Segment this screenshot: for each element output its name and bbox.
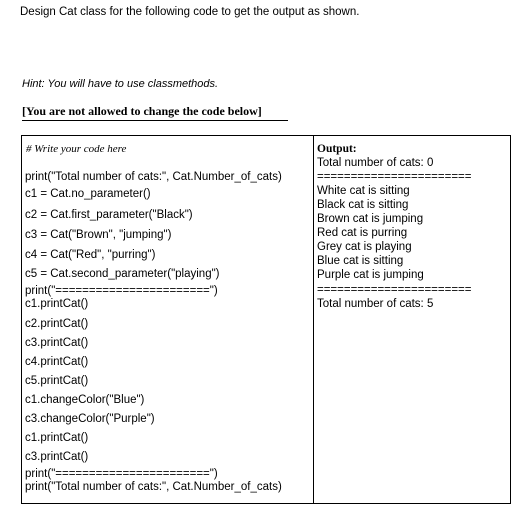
code-line: c1.changeColor("Blue")	[25, 394, 145, 406]
output-header: Output:	[317, 143, 357, 155]
output-line: Black cat is sitting	[317, 199, 409, 211]
code-line: c5.printCat()	[25, 375, 89, 387]
code-line: c3 = Cat("Brown", "jumping")	[25, 229, 172, 241]
code-line: print("Total number of cats:", Cat.Number_of_cats)	[25, 171, 282, 183]
output-line: Total number of cats: 0	[317, 157, 434, 169]
output-line: Purple cat is jumping	[317, 269, 424, 281]
code-column	[22, 136, 313, 503]
code-line: c4.printCat()	[25, 356, 89, 368]
code-line: c3.changeColor("Purple")	[25, 413, 155, 425]
code-line: c2.printCat()	[25, 318, 89, 330]
code-line: print("=======================")	[25, 468, 218, 480]
notice-underline	[22, 120, 288, 121]
code-line: c2 = Cat.first_parameter("Black")	[25, 209, 193, 221]
code-line: print("Total number of cats:", Cat.Number_of_cats)	[25, 481, 282, 493]
code-table	[21, 135, 511, 504]
output-line: =======================	[317, 171, 472, 183]
output-line: Total number of cats: 5	[317, 298, 434, 310]
code-line: c3.printCat()	[25, 337, 89, 349]
output-line: =======================	[317, 284, 472, 296]
notice-text: [You are not allowed to change the code below]	[22, 104, 262, 118]
hint-text: Hint: You will have to use classmethods.	[22, 78, 219, 90]
output-column	[314, 136, 510, 503]
output-line: Brown cat is jumping	[317, 213, 424, 225]
code-line: c4 = Cat("Red", "purring")	[25, 249, 156, 261]
code-line: c1 = Cat.no_parameter()	[25, 188, 151, 200]
question-title: Design Cat class for the following code to get the output as shown.	[20, 6, 360, 18]
output-line: Red cat is purring	[317, 227, 408, 239]
output-line: Blue cat is sitting	[317, 255, 404, 267]
output-line: Grey cat is playing	[317, 241, 412, 253]
code-line: c5 = Cat.second_parameter("playing")	[25, 268, 220, 280]
code-line: c1.printCat()	[25, 298, 89, 310]
code-line: c1.printCat()	[25, 432, 89, 444]
code-header: # Write your code here	[26, 143, 127, 155]
code-line: print("=======================")	[25, 285, 218, 297]
code-line: c3.printCat()	[25, 451, 89, 463]
output-line: White cat is sitting	[317, 185, 410, 197]
